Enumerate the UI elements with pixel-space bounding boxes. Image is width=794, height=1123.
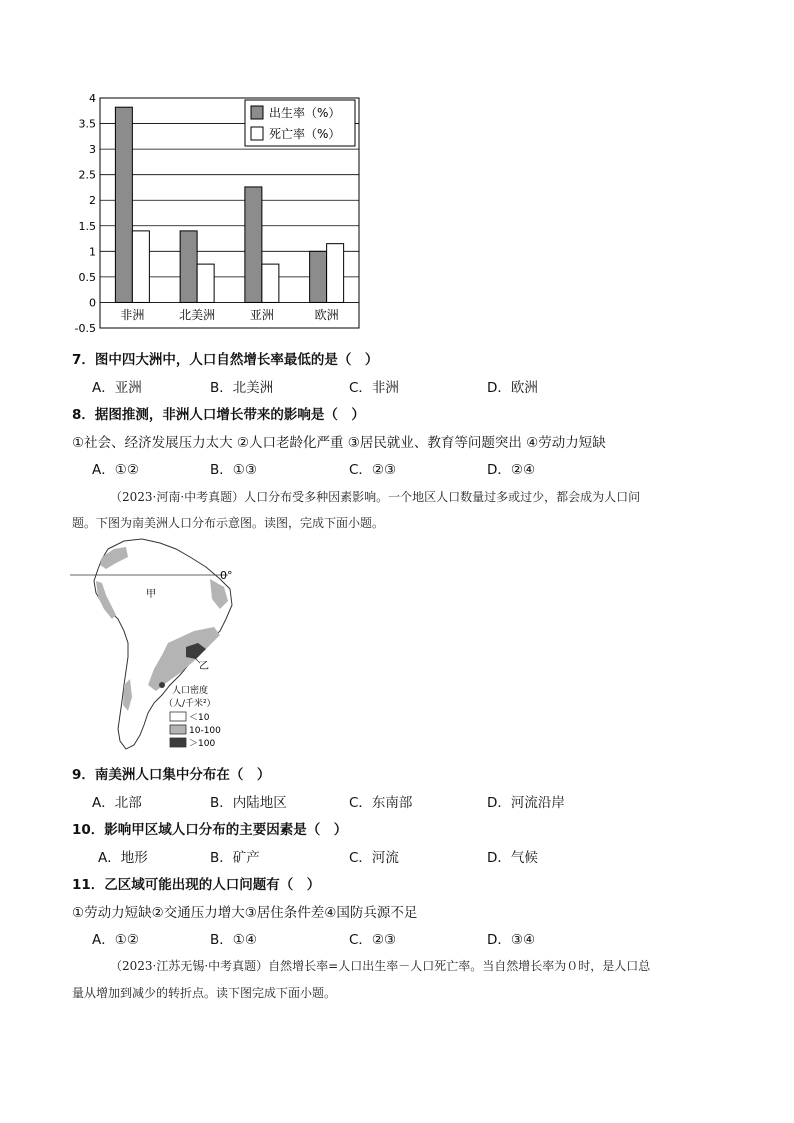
question-8-statements: ①社会、经济发展压力太大 ②人口老龄化严重 ③居民就业、教育等问题突出 ④劳动力短缺 [72,435,606,451]
chart-y-tick-label: 0.5 [78,270,96,284]
question-11-stem: 11．乙区域可能出现的人口问题有（ ） [72,877,321,893]
bar-death-rate-3 [327,244,344,303]
bar-death-rate-2 [262,264,279,302]
q11-option-c[interactable]: C．②③ [349,932,397,948]
bar-birth-rate-0 [115,107,132,302]
chart-x-tick-label: 亚洲 [249,308,274,323]
equator-label: 0° [220,569,233,582]
legend-label-birth-rate: 出生率（%） [269,106,341,120]
chart-x-tick-label: 非洲 [120,308,145,323]
q8-option-d[interactable]: D．②④ [487,462,536,478]
q9-option-b[interactable]: B．内陆地区 [210,795,287,811]
map-legend-swatch-high [170,738,186,747]
chart-legend [245,100,355,146]
q7-option-c[interactable]: C．非洲 [349,380,399,396]
map-legend-swatch-low [170,712,186,721]
q10-option-c[interactable]: C．河流 [349,850,399,866]
bar-birth-rate-3 [310,251,327,302]
q10-option-d[interactable]: D．气候 [487,850,538,866]
region-label-yi: 乙 [199,661,209,672]
bar-death-rate-1 [197,264,214,302]
bar-death-rate-0 [132,231,149,303]
question-7-stem: 7．图中四大洲中，人口自然增长率最低的是（ ） [72,352,379,368]
legend-swatch-birth-rate [251,106,263,119]
chart-y-tick-label: 3.5 [78,117,96,131]
intro-wuxi-line-2: 量从增加到减少的转折点。读下图完成下面小题。 [72,986,337,1000]
q7-option-a[interactable]: A．亚洲 [92,380,142,396]
legend-swatch-death-rate [251,127,263,140]
q9-option-c[interactable]: C．东南部 [349,795,413,811]
question-8 [72,403,365,423]
chart-y-tick-labels [75,92,96,335]
bar-birth-rate-2 [245,187,262,303]
chart-x-tick-labels [120,307,338,322]
chart-y-tick-label: 2 [89,194,96,208]
question-11 [72,873,320,893]
q8-option-b[interactable]: B．①③ [210,462,257,478]
q7-option-b[interactable]: B．北美洲 [210,380,274,396]
q10-option-a[interactable]: A．地形 [98,850,148,866]
question-7 [72,348,378,368]
map-legend-high: ＞100 [189,739,216,749]
map-legend-low: ＜10 [189,713,210,723]
question-11-statements: ①劳动力短缺②交通压力增大③居住条件差④国防兵源不足 [72,905,418,921]
chart-y-tick-label: -0.5 [74,322,96,335]
question-10-stem: 10．影响甲区域人口分布的主要因素是（ ） [72,822,348,838]
map-legend-swatch-medium [170,725,186,734]
q10-option-b[interactable]: B．矿产 [210,850,260,866]
question-9-stem: 9．南美洲人口集中分布在（ ） [72,767,271,783]
q11-option-b[interactable]: B．①④ [210,932,257,948]
birth-death-rate-bar-chart [70,92,365,337]
q11-option-a[interactable]: A．①② [92,932,139,948]
q11-option-d[interactable]: D．③④ [487,932,536,948]
south-america-population-map [68,535,248,757]
region-label-jia: 甲 [146,589,156,600]
chart-y-tick-label: 1.5 [78,219,96,233]
density-high-buenos-aires [159,682,165,688]
q9-option-d[interactable]: D．河流沿岸 [487,795,565,811]
legend-label-death-rate: 死亡率（%） [269,127,341,141]
q7-option-d[interactable]: D．欧洲 [487,380,538,396]
q8-option-c[interactable]: C．②③ [349,462,397,478]
chart-x-tick-label: 欧洲 [314,308,339,323]
q9-option-a[interactable]: A．北部 [92,795,142,811]
chart-y-tick-label: 2.5 [78,168,96,182]
chart-y-tick-label: 4 [89,92,96,105]
map-legend-title: 人口密度 [172,686,209,696]
chart-x-tick-label: 北美洲 [179,308,216,323]
map-legend [164,684,221,749]
bar-birth-rate-1 [180,231,197,303]
chart-y-tick-label: 1 [89,245,96,259]
chart-y-tick-label: 0 [89,296,96,310]
intro-henan-line-1: （2023·河南·中考真题）人口分布受多种因素影响。一个地区人口数量过多或过少，都会成为人口问 [110,490,641,504]
intro-henan-line-2: 题。下图为南美洲人口分布示意图。读图，完成下面小题。 [72,516,385,530]
map-legend-unit: （人/千米²） [164,699,216,709]
question-8-stem: 8．据图推测，非洲人口增长带来的影响是（ ） [72,407,365,423]
question-9 [72,763,270,783]
question-10 [72,818,347,838]
map-legend-medium: 10-100 [189,726,221,736]
q8-option-a[interactable]: A．①② [92,462,139,478]
continent-outline [94,539,232,749]
intro-wuxi-line-1: （2023·江苏无锡·中考真题）自然增长率=人口出生率－人口死亡率。当自然增长率为０时，是人口总 [110,959,651,973]
chart-y-tick-label: 3 [89,143,96,157]
